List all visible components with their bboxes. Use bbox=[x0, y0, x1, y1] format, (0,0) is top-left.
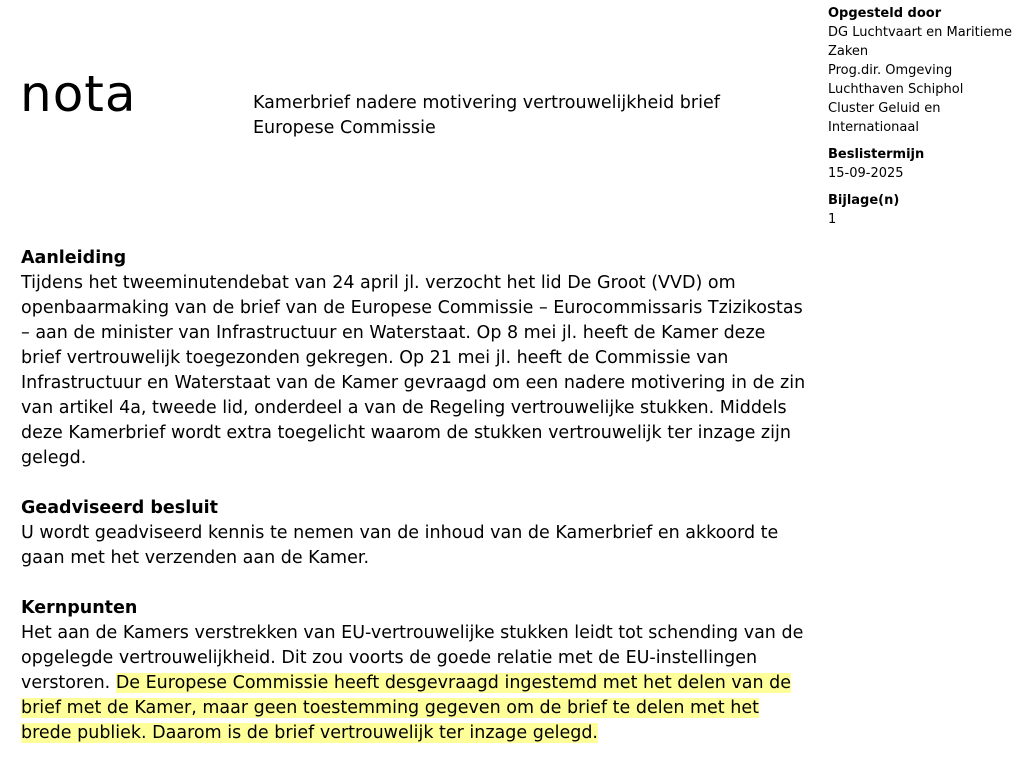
deadline-block bbox=[828, 145, 1032, 183]
section-text: U wordt geadviseerd kennis te nemen van de inhoud van de Kamerbrief en akkoord te gaan met het verzenden aan de Kamer. bbox=[21, 523, 779, 568]
deadline-value: 15-09-2025 bbox=[828, 166, 904, 181]
section-aanleiding bbox=[21, 246, 811, 471]
author-line: DG Luchtvaart en Maritieme Zaken bbox=[828, 25, 1013, 59]
author-line: Cluster Geluid en Internationaal bbox=[828, 101, 941, 135]
section-kernpunten bbox=[21, 596, 811, 746]
attachments-value: 1 bbox=[828, 212, 837, 227]
document-type-logo: nota bbox=[20, 65, 137, 123]
attachments-label: Bijlage(n) bbox=[828, 193, 900, 208]
section-heading: Kernpunten bbox=[21, 598, 138, 618]
document-body bbox=[21, 246, 811, 771]
metadata-column bbox=[828, 4, 1032, 237]
author-line: Prog.dir. Omgeving Luchthaven Schiphol bbox=[828, 63, 964, 97]
highlighted-text: De Europese Commissie heeft desgevraagd ingestemd met het delen van de brief met de Kamer, maar geen toestemming gegeven om de brief te delen met het brede publiek. Daarom is de brief vertrouwelijk ter inzage gelegd. bbox=[21, 673, 792, 743]
section-heading: Aanleiding bbox=[21, 248, 127, 268]
document-subject: Kamerbrief nadere motivering vertrouwelijkheid brief Europese Commissie bbox=[253, 93, 720, 138]
attachments-block bbox=[828, 191, 1032, 229]
plain-text: Het aan de Kamers verstrekken van EU-vertrouwelijke stukken leidt tot schending van de opgelegde vertrouwelijkheid. Dit zou voorts de goede relatie met de EU-instellingen verstoren. bbox=[21, 623, 804, 693]
author-label: Opgesteld door bbox=[828, 6, 942, 21]
section-text bbox=[21, 621, 811, 746]
section-heading: Geadviseerd besluit bbox=[21, 498, 219, 518]
section-geadviseerd-besluit bbox=[21, 496, 811, 571]
deadline-label: Beslistermijn bbox=[828, 147, 925, 162]
author-block bbox=[828, 4, 1032, 137]
section-text: Tijdens het tweeminutendebat van 24 april jl. verzocht het lid De Groot (VVD) om openbaarmaking van de brief van de Europese Commissie – Eurocommissaris Tzizikostas – aan de minister van Infrastructuur en Waterstaat. Op 8 mei jl. heeft de Kamer deze brief vertrouwelijk toegezonden gekregen. Op 21 mei jl. heeft de Commissie van Infrastructuur en Waterstaat van de Kamer gevraagd om een nadere motivering in de zin van artikel 4a, tweede lid, onderdeel a van de Regeling vertrouwelijke stukken. Middels deze Kamerbrief wordt extra toegelicht waarom de stukken vertrouwelijk ter inzage zijn gelegd. bbox=[21, 273, 806, 468]
